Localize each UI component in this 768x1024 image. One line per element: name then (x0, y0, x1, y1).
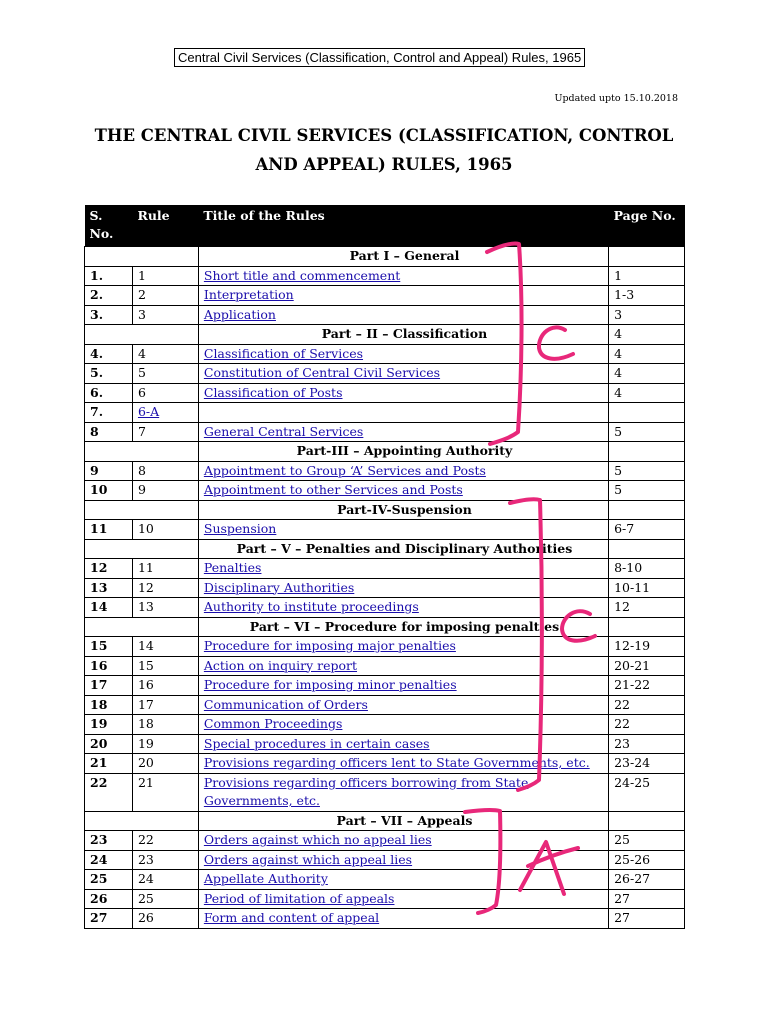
serial-number-cell: 1. (85, 266, 133, 286)
table-row (85, 831, 685, 851)
rule-number-cell: 5 (132, 364, 198, 384)
rule-title-link[interactable]: Appointment to other Services and Posts (203, 482, 463, 497)
page-number-cell: 20-21 (609, 656, 685, 676)
table-row (85, 637, 685, 657)
table-row (85, 850, 685, 870)
rule-number-cell: 7 (132, 422, 198, 442)
rule-title-link[interactable]: Action on inquiry report (203, 657, 358, 673)
rule-title-cell (198, 754, 608, 774)
serial-number-cell: 9 (85, 461, 133, 481)
part-heading-row (85, 500, 685, 520)
part-heading-spacer (85, 442, 199, 462)
rule-title-cell (198, 598, 608, 618)
part-heading-spacer (85, 325, 199, 345)
serial-number-cell: 24 (85, 850, 133, 870)
part-heading: Part I – General (198, 247, 608, 267)
rule-title-cell (198, 656, 608, 676)
rule-title-cell (198, 578, 608, 598)
rule-number-cell: 11 (132, 559, 198, 579)
serial-number-cell: 23 (85, 831, 133, 851)
rule-number-cell: 2 (132, 286, 198, 306)
rule-title-link[interactable]: Procedure for imposing major penalties (203, 638, 456, 653)
rule-number-cell: 13 (132, 598, 198, 618)
rule-number-cell: 16 (132, 676, 198, 696)
rule-number-cell: 19 (132, 734, 198, 754)
part-heading: Part-III – Appointing Authority (198, 442, 608, 462)
part-heading: Part-IV-Suspension (198, 500, 608, 520)
table-row (85, 578, 685, 598)
rule-title-link[interactable]: Classification of Services (203, 345, 364, 361)
page-number-cell: 1 (609, 266, 685, 286)
part-heading-row (85, 617, 685, 637)
rule-title-cell (198, 266, 608, 286)
rule-title-link[interactable]: Appointment to Group ‘A’ Services and Posts (203, 462, 486, 478)
rule-number-cell: 26 (132, 909, 198, 929)
rule-title-link[interactable]: Appellate Authority (203, 871, 328, 886)
part-heading-spacer (85, 500, 199, 520)
table-row (85, 520, 685, 540)
page-number-cell: 10-11 (609, 578, 685, 598)
rule-number-cell (132, 403, 198, 423)
serial-number-cell: 10 (85, 481, 133, 501)
header-rule: Rule (132, 205, 198, 247)
header-page: Page No. (609, 205, 685, 247)
table-row (85, 422, 685, 442)
serial-number-cell: 16 (85, 656, 133, 676)
rule-number-cell: 14 (132, 637, 198, 657)
rule-number-cell: 20 (132, 754, 198, 774)
serial-number-cell: 11 (85, 520, 133, 540)
table-row (85, 695, 685, 715)
part-heading-spacer (85, 811, 199, 831)
page-title (84, 121, 684, 179)
table-row (85, 754, 685, 774)
page-number-cell: 5 (609, 422, 685, 442)
serial-number-cell: 25 (85, 870, 133, 890)
page-number-cell: 22 (609, 715, 685, 735)
rule-title-cell (198, 695, 608, 715)
rule-title-link[interactable]: Procedure for imposing minor penalties (203, 677, 457, 692)
table-row (85, 773, 685, 811)
rule-number-cell: 22 (132, 831, 198, 851)
table-row (85, 559, 685, 579)
part-heading-spacer (85, 617, 199, 637)
rule-title-cell (198, 676, 608, 696)
rule-number-cell: 3 (132, 305, 198, 325)
rule-number-cell: 24 (132, 870, 198, 890)
rule-title-cell (198, 773, 608, 811)
serial-number-cell: 21 (85, 754, 133, 774)
rule-title-link[interactable]: Short title and commencement (203, 267, 401, 283)
serial-number-cell: 15 (85, 637, 133, 657)
part-heading: Part – V – Penalties and Disciplinary Authorities (198, 539, 608, 559)
rule-title-link[interactable]: Application (203, 306, 276, 322)
part-heading-page: 4 (609, 325, 685, 345)
part-heading: Part – VI – Procedure for imposing penalties (198, 617, 608, 637)
rule-number-cell: 25 (132, 889, 198, 909)
rule-title-cell (198, 461, 608, 481)
rule-title-link[interactable]: Suspension (203, 521, 277, 536)
part-heading-page (609, 539, 685, 559)
page-number-cell: 1-3 (609, 286, 685, 306)
document-header-box: Central Civil Services (Classification, Control and Appeal) Rules, 1965 (174, 48, 585, 67)
rule-title-cell (198, 734, 608, 754)
rule-title-cell (198, 344, 608, 364)
page-number-cell: 12 (609, 598, 685, 618)
rule-title-link[interactable]: Orders against which no appeal lies (203, 832, 432, 847)
serial-number-cell: 12 (85, 559, 133, 579)
serial-number-cell: 7. (85, 403, 133, 423)
rule-title-link[interactable]: Common Proceedings (203, 716, 343, 731)
rule-title-link[interactable]: Classification of Posts (203, 384, 343, 400)
part-heading-spacer (85, 247, 199, 267)
serial-number-cell: 22 (85, 773, 133, 811)
table-row (85, 909, 685, 929)
rule-title-link[interactable]: Special procedures in certain cases (203, 735, 430, 751)
part-heading-spacer (85, 539, 199, 559)
table-row (85, 286, 685, 306)
serial-number-cell: 8 (85, 422, 133, 442)
table-row (85, 403, 685, 423)
rule-title-link[interactable]: Authority to institute proceedings (203, 599, 419, 614)
rules-table (84, 205, 685, 929)
rule-number-cell: 10 (132, 520, 198, 540)
page-number-cell (609, 403, 685, 423)
rule-title-cell (198, 909, 608, 929)
rule-title-link[interactable]: Provisions regarding officers borrowing from State Governments, etc. (203, 774, 529, 808)
serial-number-cell: 5. (85, 364, 133, 384)
page-number-cell: 3 (609, 305, 685, 325)
rule-title-link[interactable]: Constitution of Central Civil Services (203, 365, 441, 380)
title-line-1: THE CENTRAL CIVIL SERVICES (CLASSIFICATION, CONTROL (94, 126, 674, 145)
page-number-cell: 21-22 (609, 676, 685, 696)
page-number-cell: 5 (609, 461, 685, 481)
table-row (85, 305, 685, 325)
part-heading-row (85, 325, 685, 345)
rule-number-cell: 4 (132, 344, 198, 364)
rule-title-cell (198, 481, 608, 501)
serial-number-cell: 14 (85, 598, 133, 618)
rule-title-cell (198, 364, 608, 384)
part-heading-page (609, 617, 685, 637)
table-row (85, 715, 685, 735)
rule-title-cell (198, 383, 608, 403)
page-number-cell: 26-27 (609, 870, 685, 890)
rule-title-cell (198, 637, 608, 657)
part-heading-page (609, 247, 685, 267)
rule-title-cell (198, 286, 608, 306)
table-row (85, 461, 685, 481)
part-heading-page (609, 811, 685, 831)
rule-title-cell (198, 889, 608, 909)
rule-number-cell: 21 (132, 773, 198, 811)
serial-number-cell: 19 (85, 715, 133, 735)
rule-title-link[interactable]: Orders against which appeal lies (203, 851, 413, 867)
rule-title-cell (198, 850, 608, 870)
page-number-cell: 22 (609, 695, 685, 715)
header-sno: S. No. (85, 205, 133, 247)
header-title: Title of the Rules (198, 205, 608, 247)
part-heading-page (609, 500, 685, 520)
page-number-cell: 4 (609, 344, 685, 364)
table-row (85, 383, 685, 403)
rule-number-cell: 23 (132, 850, 198, 870)
rule-title-link[interactable]: Interpretation (203, 287, 294, 302)
rule-number-cell: 9 (132, 481, 198, 501)
rule-number-cell: 8 (132, 461, 198, 481)
page-number-cell: 5 (609, 481, 685, 501)
table-row (85, 344, 685, 364)
part-heading-row (85, 247, 685, 267)
table-row (85, 734, 685, 754)
serial-number-cell: 27 (85, 909, 133, 929)
rule-title-link[interactable]: Period of limitation of appeals (203, 890, 395, 906)
table-row (85, 676, 685, 696)
page-number-cell: 23 (609, 734, 685, 754)
serial-number-cell: 13 (85, 578, 133, 598)
rule-title-cell (198, 559, 608, 579)
rule-number-cell: 15 (132, 656, 198, 676)
title-line-2: AND APPEAL) RULES, 1965 (255, 155, 513, 174)
rule-title-link[interactable]: Form and content of appeal (203, 910, 380, 925)
part-heading-page (609, 442, 685, 462)
rule-title-cell (198, 870, 608, 890)
page-number-cell: 27 (609, 909, 685, 929)
rule-number-cell: 12 (132, 578, 198, 598)
serial-number-cell: 2. (85, 286, 133, 306)
rule-title-cell (198, 403, 608, 423)
rule-title-link[interactable]: General Central Services (203, 423, 364, 439)
serial-number-cell: 6. (85, 383, 133, 403)
page-number-cell: 27 (609, 889, 685, 909)
rule-link[interactable]: 6-A (137, 404, 160, 419)
rule-number-cell: 17 (132, 695, 198, 715)
serial-number-cell: 17 (85, 676, 133, 696)
page-number-cell: 24-25 (609, 773, 685, 811)
page-number-cell: 8-10 (609, 559, 685, 579)
page-number-cell: 4 (609, 383, 685, 403)
table-row (85, 656, 685, 676)
page-number-cell: 6-7 (609, 520, 685, 540)
table-row (85, 266, 685, 286)
table-header-row (85, 205, 685, 247)
page-number-cell: 4 (609, 364, 685, 384)
table-row (85, 889, 685, 909)
table-row (85, 364, 685, 384)
part-heading-row (85, 539, 685, 559)
serial-number-cell: 26 (85, 889, 133, 909)
page-number-cell: 25-26 (609, 850, 685, 870)
serial-number-cell: 4. (85, 344, 133, 364)
rule-title-link[interactable]: Communication of Orders (203, 696, 368, 712)
page-number-cell: 25 (609, 831, 685, 851)
page-number-cell: 12-19 (609, 637, 685, 657)
rule-title-cell (198, 831, 608, 851)
rule-number-cell: 18 (132, 715, 198, 735)
part-heading-row (85, 811, 685, 831)
serial-number-cell: 3. (85, 305, 133, 325)
serial-number-cell: 18 (85, 695, 133, 715)
rule-title-link[interactable]: Penalties (203, 560, 262, 575)
page-number-cell: 23-24 (609, 754, 685, 774)
table-row (85, 870, 685, 890)
serial-number-cell: 20 (85, 734, 133, 754)
part-heading: Part – VII – Appeals (198, 811, 608, 831)
table-row (85, 598, 685, 618)
part-heading: Part – II – Classification (198, 325, 608, 345)
rule-title-link[interactable]: Disciplinary Authorities (203, 579, 355, 595)
table-row (85, 481, 685, 501)
rule-number-cell: 1 (132, 266, 198, 286)
table-body (85, 247, 685, 929)
rule-title-cell (198, 422, 608, 442)
rule-title-cell (198, 520, 608, 540)
rule-title-cell (198, 715, 608, 735)
rule-title-link[interactable]: Provisions regarding officers lent to State Governments, etc. (203, 755, 590, 770)
rule-title-cell (198, 305, 608, 325)
updated-date: Updated upto 15.10.2018 (554, 93, 678, 104)
rule-number-cell: 6 (132, 383, 198, 403)
part-heading-row (85, 442, 685, 462)
